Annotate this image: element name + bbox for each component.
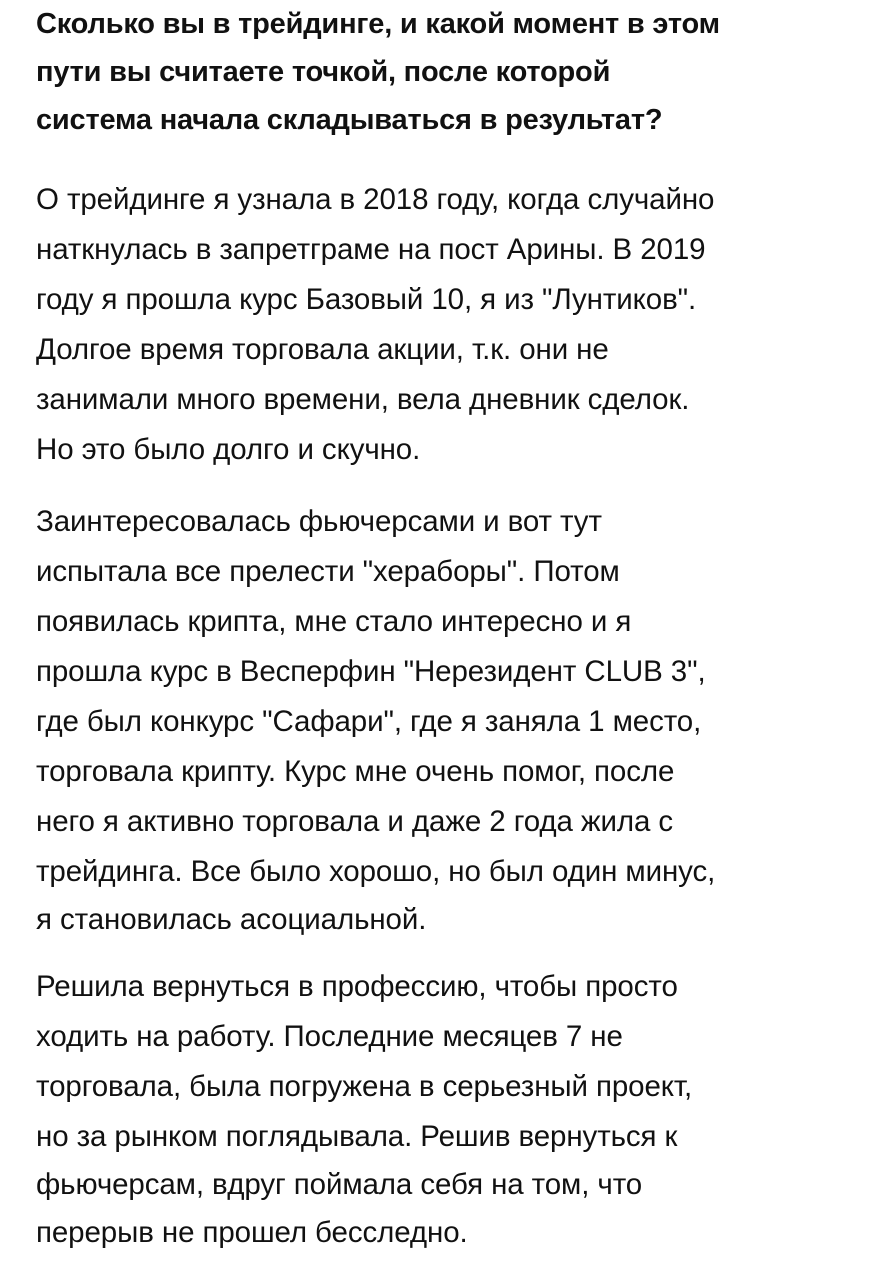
question-line: пути вы считаете точкой, после которой [36, 56, 611, 88]
paragraph-line: где был конкурс "Сафари", где я заняла 1 место, [36, 705, 702, 738]
paragraph-line: О трейдинге я узнала в 2018 году, когда случайно [36, 183, 715, 216]
paragraph-line: трейдинга. Все было хорошо, но был один минус, [36, 855, 716, 888]
question-line: Сколько вы в трейдинге, и какой момент в этом [36, 8, 720, 40]
paragraph-line: ходить на работу. Последние месяцев 7 не [36, 1020, 623, 1053]
paragraph-line: прошла курс в Весперфин "Нерезидент CLUB 3", [36, 655, 706, 688]
paragraph-line: наткнулась в запретграме на пост Арины. В 2019 [36, 233, 706, 266]
paragraph-line: но за рынком поглядывала. Решив вернуться к [36, 1120, 678, 1153]
paragraph-line: занимали много времени, вела дневник сделок. [36, 383, 690, 416]
paragraph-line: Но это было долго и скучно. [36, 433, 421, 466]
paragraph-line: фьючерсам, вдруг поймала себя на том, что [36, 1168, 643, 1201]
paragraph-line: году я прошла курс Базовый 10, я из "Лунтиков". [36, 283, 697, 316]
paragraph-line: Заинтересовалась фьючерсами и вот тут [36, 505, 602, 538]
paragraph-line: торговала, была погружена в серьезный проект, [36, 1070, 693, 1103]
paragraph-line: появилась крипта, мне стало интересно и я [36, 605, 632, 638]
paragraph-line: перерыв не прошел бесследно. [36, 1216, 468, 1249]
paragraph-line: Долгое время торговала акции, т.к. они не [36, 333, 609, 366]
paragraph-line: я становилась асоциальной. [36, 903, 427, 936]
paragraph-line: него я активно торговала и даже 2 года жила с [36, 805, 674, 838]
paragraph-line: торговала крипту. Курс мне очень помог, после [36, 755, 675, 788]
paragraph-line: Решила вернуться в профессию, чтобы просто [36, 970, 678, 1003]
question-line: система начала складываться в результат? [36, 104, 663, 136]
paragraph-line: испытала все прелести "хераборы". Потом [36, 555, 620, 588]
